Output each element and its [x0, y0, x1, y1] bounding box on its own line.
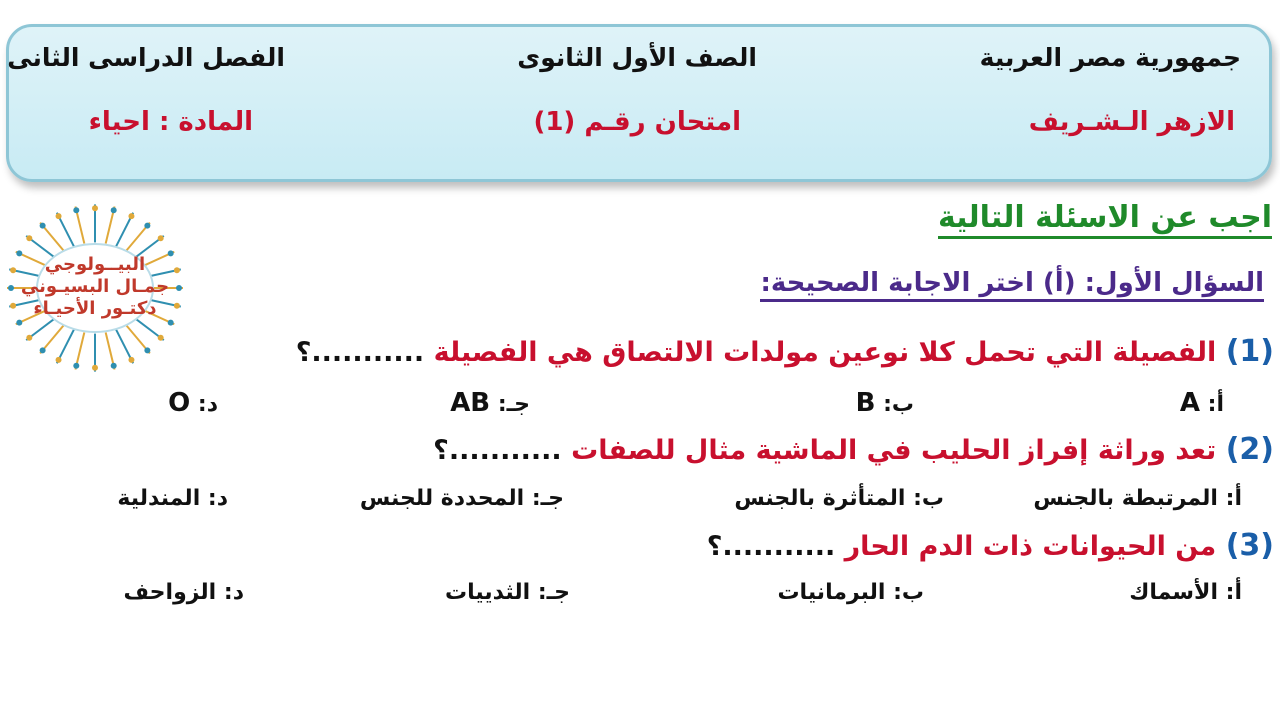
option-c[interactable]: [445, 580, 570, 605]
option-label: د:: [207, 486, 228, 511]
ornament-dot: [92, 365, 98, 371]
ornament-dot: [40, 347, 46, 353]
option-value: الأسماك: [1129, 580, 1218, 605]
ornament-dot: [111, 207, 117, 213]
option-c[interactable]: [450, 388, 530, 418]
question-text: تعد وراثة إفراز الحليب في الماشية مثال للصفات: [571, 435, 1217, 466]
option-label: ب:: [883, 392, 914, 417]
option-c[interactable]: [360, 486, 564, 511]
author-logo: [5, 192, 185, 384]
ornament-dot: [168, 320, 174, 326]
option-value: A: [1179, 388, 1200, 418]
answer-blank: ...........؟: [295, 337, 425, 368]
option-label: د:: [197, 392, 218, 417]
question-number: (2): [1225, 432, 1274, 467]
option-label: د:: [223, 580, 244, 605]
option-value: المرتبطة بالجنس: [1033, 486, 1218, 511]
instructions-title: اجب عن الاسئلة التالية: [938, 200, 1272, 239]
header-grade: الصف الأول الثانوى: [517, 43, 757, 72]
option-value: المحددة للجنس: [359, 486, 525, 511]
logo-line-2: جمـال البسيـوني: [20, 276, 170, 297]
ornament-dot: [26, 235, 32, 241]
option-label: أ:: [1225, 580, 1242, 605]
ornament-dot: [92, 205, 98, 211]
option-a[interactable]: [1033, 486, 1242, 511]
option-d[interactable]: [168, 388, 218, 418]
option-value: B: [855, 388, 876, 418]
option-label: جـ:: [497, 392, 530, 417]
option-label: ب:: [913, 486, 944, 511]
header-institution: الازهر الـشـريف: [1028, 107, 1235, 137]
option-b[interactable]: [734, 486, 944, 511]
option-d[interactable]: [117, 486, 228, 511]
question-3: [707, 528, 1274, 563]
ornament-dot: [40, 223, 46, 229]
option-label: ب:: [893, 580, 924, 605]
option-label: جـ:: [531, 486, 564, 511]
ornament-dot: [73, 207, 79, 213]
option-value: الثدييات: [445, 580, 531, 605]
ornament-dot: [56, 357, 62, 363]
section-title: السؤال الأول: (أ) اختر الاجابة الصحيحة:: [760, 268, 1264, 302]
logo-line-1: البيــولوجي: [44, 254, 146, 275]
option-b[interactable]: [777, 580, 924, 605]
ornament-dot: [56, 213, 62, 219]
option-value: البرمانيات: [777, 580, 886, 605]
ornament-dot: [73, 363, 79, 369]
ornament-dot: [144, 347, 150, 353]
ornament-dot: [158, 235, 164, 241]
question-text: من الحيوانات ذات الدم الحار: [844, 531, 1217, 562]
ornament-dot: [111, 363, 117, 369]
option-a[interactable]: [1180, 388, 1224, 418]
option-b[interactable]: [856, 388, 914, 418]
question-number: (3): [1225, 528, 1274, 563]
ornament-dot: [158, 335, 164, 341]
option-value: الزواحف: [123, 580, 217, 605]
answer-blank: ...........؟: [706, 531, 836, 562]
question-2: [433, 432, 1274, 467]
header-subject: المادة : احياء: [88, 107, 253, 137]
header-exam-number: امتحان رقـم (1): [533, 107, 741, 137]
option-label: أ:: [1207, 392, 1224, 417]
option-value: المندلية: [117, 486, 201, 511]
option-label: جـ:: [537, 580, 570, 605]
header-term: الفصل الدراسى الثانى: [7, 43, 285, 72]
header-country: جمهورية مصر العربية: [979, 43, 1241, 72]
option-value: المتأثرة بالجنس: [734, 486, 906, 511]
ornament-dot: [16, 320, 22, 326]
logo-line-3: دكتـور الأحيـاء: [33, 298, 157, 319]
ornament-dot: [128, 357, 134, 363]
header-box: [6, 24, 1272, 182]
ornament-dot: [26, 335, 32, 341]
ornament-dot: [128, 213, 134, 219]
option-value: O: [168, 388, 191, 418]
option-d[interactable]: [123, 580, 244, 605]
question-1: [296, 334, 1274, 369]
option-a[interactable]: [1129, 580, 1242, 605]
option-value: AB: [450, 388, 491, 418]
ornament-dot: [144, 223, 150, 229]
answer-blank: ...........؟: [433, 435, 562, 466]
option-label: أ:: [1225, 486, 1242, 511]
question-text: الفصيلة التي تحمل كلا نوعين مولدات الالتصاق هي الفصيلة: [433, 337, 1217, 368]
question-number: (1): [1225, 334, 1274, 369]
